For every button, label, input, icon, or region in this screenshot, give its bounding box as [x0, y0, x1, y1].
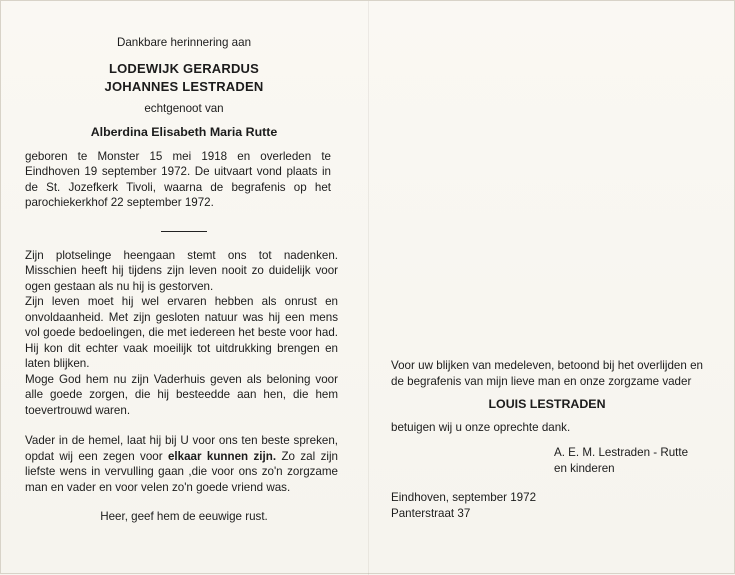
prayer-section	[25, 433, 343, 495]
spouse-label: echtgenoot van	[144, 101, 224, 115]
gratitude-text: betuigen wij u onze oprechte dank.	[391, 420, 571, 434]
signature-block	[554, 445, 703, 476]
reflection-paragraph: Zijn plotselinge heengaan stemt ons tot nadenken. Misschien heeft hij tijdens zijn leven nooit zo duidelijk voor ogen gestaan als nu hij is gestorven.	[25, 248, 338, 293]
closing-prayer: Heer, geef hem de eeuwige rust.	[100, 510, 268, 523]
prayer-paragraph	[25, 433, 338, 495]
signature-line: en kinderen	[554, 461, 615, 475]
spouse-name: Alberdina Elisabeth Maria Rutte	[90, 125, 278, 139]
address: Panterstraat 37	[391, 506, 471, 520]
deceased-name-line1: LODEWIJK GERARDUS	[108, 60, 260, 76]
place-date: Eindhoven, september 1972	[391, 491, 537, 504]
thanks-text: Voor uw blijken van medeleven, betoond bij het overlijden en de begrafenis van mijn lieve man en onze zorgzame vader	[391, 359, 703, 388]
prayer-text-start: Vader in de hemel, laat hij bij U voor ons ten beste spreken, opdat wij een zegen voor	[25, 434, 338, 463]
signature-line: A. E. M. Lestraden - Rutte	[554, 446, 689, 459]
prayer-emphasis: elkaar kunnen zijn.	[167, 449, 277, 463]
son-name: LOUIS LESTRADEN	[488, 397, 606, 411]
left-panel	[25, 35, 343, 525]
biography-text: geboren te Monster 15 mei 1918 en overleden te Eindhoven 19 september 1972. De uitvaart vond plaats in de St. Jozefkerk Tivoli, waarna de begrafenis op het parochiekerkhof 22 september 1972.	[25, 149, 331, 209]
reflection-section	[25, 248, 343, 419]
section-divider	[161, 231, 207, 232]
deceased-name-line2: JOHANNES LESTRADEN	[104, 78, 264, 94]
right-panel	[391, 358, 703, 521]
intro-text: Dankbare herinnering aan	[116, 36, 252, 49]
reflection-paragraph: Zijn leven moet hij wel ervaren hebben als onrust en onvoldaanheid. Met zijn gesloten natuur was hij een mens vol goede bedoelingen, die met iedereen het beste voor had. Hij kon dit echter vaak moeilijk tot uitdrukking brengen en laten blijken.	[25, 295, 338, 370]
prayer-text-end: Zo zal zijn liefste wens in vervulling gaan ,die voor ons zo'n zorgzame man en vader en voor velen zo'n goede vriend was.	[25, 449, 338, 494]
card-fold	[368, 1, 369, 575]
reflection-paragraph: Moge God hem nu zijn Vaderhuis geven als beloning voor alle goede zorgen, die hij besteedde aan hen, die hem toevertrouwd waren.	[25, 372, 338, 417]
